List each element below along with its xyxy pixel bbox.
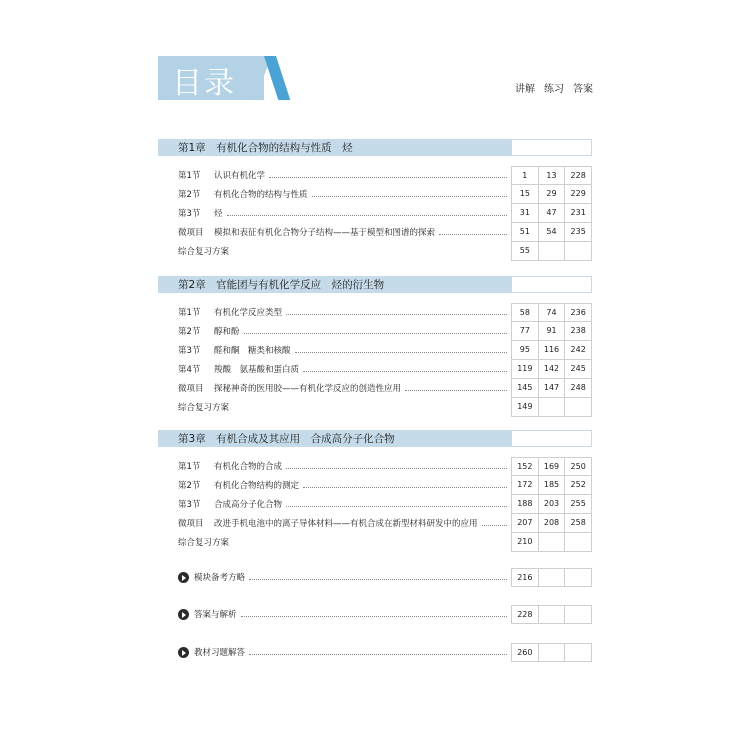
toc-entry-text <box>178 517 478 529</box>
toc-row[interactable] <box>158 185 592 204</box>
page-number-cells <box>511 457 592 476</box>
lecture-page: 77 <box>512 322 539 340</box>
page-number-cells <box>511 360 592 379</box>
toc-entry-text <box>178 479 299 491</box>
section-number: 微项目 <box>178 384 204 394</box>
section-title: 合成高分子化合物 <box>214 500 283 510</box>
answer-page <box>565 606 591 623</box>
practice-page: 169 <box>539 458 566 475</box>
answer-page: 252 <box>570 480 586 489</box>
page-number-cells <box>511 533 592 552</box>
dot-leader <box>303 371 507 372</box>
answer-page: 236 <box>570 308 586 317</box>
appendix-title: 模块备考方略 <box>194 573 246 583</box>
dot-leader <box>482 525 507 526</box>
page-number-cells <box>511 495 592 514</box>
toc-row[interactable] <box>158 303 592 322</box>
section-title: 醇和酚 <box>214 327 240 337</box>
answer-page: 248 <box>570 383 586 392</box>
practice-page <box>539 398 566 416</box>
toc-entry-text <box>178 498 282 510</box>
lecture-page: 188 <box>512 495 539 513</box>
page-number-cells <box>511 204 592 223</box>
page-number-cells <box>511 514 592 533</box>
appendix-title: 教材习题解答 <box>194 648 246 658</box>
toc-row[interactable] <box>158 533 592 552</box>
practice-page: 91 <box>539 322 566 340</box>
dot-leader <box>312 196 507 197</box>
lecture-page: 152 <box>512 458 539 475</box>
lecture-page: 210 <box>512 533 539 551</box>
chapter-rows <box>158 166 592 261</box>
play-bullet-icon <box>178 609 189 620</box>
section-title: 醛和酮 糖类和核酸 <box>214 346 291 356</box>
dot-leader <box>286 314 507 315</box>
dot-leader <box>303 487 507 488</box>
toc-entry-text <box>178 401 229 413</box>
lecture-page: 51 <box>512 223 539 241</box>
play-bullet-icon <box>178 572 189 583</box>
practice-page: 147 <box>539 379 566 397</box>
practice-page: 74 <box>539 304 566 321</box>
answer-page: 245 <box>570 364 586 373</box>
toc-row[interactable] <box>158 476 592 495</box>
lecture-page: 145 <box>512 379 539 397</box>
answer-page <box>565 644 591 661</box>
toc-entry-text <box>178 536 229 548</box>
lecture-page: 31 <box>512 204 539 222</box>
chapter-title: 第3章 有机合成及其应用 合成高分子化合物 <box>178 433 395 445</box>
toc-row[interactable] <box>158 223 592 242</box>
toc-row[interactable] <box>158 204 592 223</box>
lecture-page: 119 <box>512 360 539 378</box>
answer-page: 250 <box>570 462 586 471</box>
toc-entry-text <box>178 325 240 337</box>
chapter-rows <box>158 457 592 552</box>
practice-page: 185 <box>539 476 566 494</box>
column-header-answers: 答案 <box>573 84 593 95</box>
section-title: 探秘神奇的医用胶——有机化学反应的创造性应用 <box>214 384 402 394</box>
answer-page: 235 <box>570 227 586 236</box>
page-number-cells <box>511 322 592 341</box>
page-number-cells <box>511 242 592 261</box>
section-number: 第1节 <box>178 462 201 472</box>
chapter-title: 第1章 有机化合物的结构与性质 烃 <box>178 142 353 154</box>
answer-page: 228 <box>570 171 586 180</box>
lecture-page: 1 <box>512 167 539 184</box>
section-title: 综合复习方案 <box>178 247 230 257</box>
page-number-cells <box>511 398 592 417</box>
dot-leader <box>405 390 507 391</box>
play-bullet-icon <box>178 647 189 658</box>
page-number-cells <box>511 303 592 322</box>
section-title: 模拟和表征有机化合物分子结构——基于模型和图谱的探索 <box>214 228 436 238</box>
toc-row[interactable] <box>158 360 592 379</box>
chapter-header[interactable] <box>158 430 592 447</box>
toc-entry-text <box>178 363 299 375</box>
toc-row[interactable] <box>158 495 592 514</box>
page-number-cells <box>511 379 592 398</box>
section-number: 第2节 <box>178 327 201 337</box>
appendix-entry[interactable] <box>158 605 592 624</box>
section-title: 综合复习方案 <box>178 403 230 413</box>
toc-entry-text <box>178 344 291 356</box>
dot-leader <box>249 579 507 580</box>
dot-leader <box>244 333 507 334</box>
toc-row[interactable] <box>158 166 592 185</box>
page-number-cells <box>511 643 592 662</box>
section-title: 有机化学反应类型 <box>214 308 283 318</box>
practice-page <box>539 242 566 260</box>
section-number: 第3节 <box>178 500 201 510</box>
answer-page <box>565 569 591 586</box>
answer-page: 238 <box>570 326 586 335</box>
section-number: 微项目 <box>178 228 204 238</box>
lecture-page: 149 <box>512 398 539 416</box>
lecture-page: 216 <box>512 569 539 586</box>
section-title: 认识有机化学 <box>214 171 266 181</box>
page-number-cells <box>511 223 592 242</box>
answer-page: 258 <box>570 518 586 527</box>
dot-leader <box>295 352 507 353</box>
toc-row[interactable] <box>158 242 592 261</box>
page-number-cells <box>511 341 592 360</box>
chapter-page-cell <box>511 430 592 447</box>
answer-page: 229 <box>570 189 586 198</box>
section-title: 综合复习方案 <box>178 538 230 548</box>
chapter-header[interactable] <box>158 276 592 293</box>
toc-entry-text <box>178 207 223 219</box>
dot-leader <box>269 177 507 178</box>
section-title: 改进手机电池中的离子导体材料——有机合成在新型材料研发中的应用 <box>214 519 478 529</box>
chapter-rows <box>158 303 592 417</box>
lecture-page: 58 <box>512 304 539 321</box>
practice-page: 208 <box>539 514 566 532</box>
toc-row[interactable] <box>158 341 592 360</box>
dot-leader <box>241 616 507 617</box>
practice-page: 54 <box>539 223 566 241</box>
section-number: 微项目 <box>178 519 204 529</box>
answer-page: 242 <box>570 345 586 354</box>
lecture-page: 260 <box>512 644 539 661</box>
toc-entry-text <box>178 382 401 394</box>
toc-entry-text <box>178 460 282 472</box>
practice-page: 47 <box>539 204 566 222</box>
answer-page <box>565 242 591 260</box>
appendix-title: 答案与解析 <box>194 610 237 620</box>
lecture-page: 172 <box>512 476 539 494</box>
section-title: 有机化合物的结构与性质 <box>214 190 308 200</box>
practice-page <box>539 644 566 661</box>
page-title: 目录 <box>172 66 236 101</box>
chapter-header[interactable] <box>158 139 592 156</box>
toc-row[interactable] <box>158 379 592 398</box>
toc-entry-text <box>178 169 265 181</box>
lecture-page: 15 <box>512 185 539 203</box>
practice-page: 203 <box>539 495 566 513</box>
column-headers <box>515 80 593 95</box>
page-number-cells <box>511 185 592 204</box>
dot-leader <box>439 234 507 235</box>
dot-leader <box>286 468 507 469</box>
toc-entry-text <box>178 188 308 200</box>
answer-page <box>565 533 591 551</box>
appendix-entry[interactable] <box>158 643 592 662</box>
section-number: 第4节 <box>178 365 201 375</box>
toc-row[interactable] <box>158 457 592 476</box>
answer-page <box>565 398 591 416</box>
dot-leader <box>249 654 507 655</box>
section-title: 烃 <box>214 209 223 219</box>
column-header-lecture: 讲解 <box>515 84 535 95</box>
column-header-practice: 练习 <box>544 84 564 95</box>
lecture-page: 95 <box>512 341 539 359</box>
toc-row[interactable] <box>158 322 592 341</box>
lecture-page: 55 <box>512 242 539 260</box>
practice-page: 29 <box>539 185 566 203</box>
chapter-title: 第2章 官能团与有机化学反应 烃的衍生物 <box>178 279 385 291</box>
toc-row[interactable] <box>158 514 592 533</box>
practice-page: 13 <box>539 167 566 184</box>
practice-page <box>539 569 566 586</box>
chapter-page-cell <box>511 276 592 293</box>
toc-entry-text <box>178 306 282 318</box>
chapter-page-cell <box>511 139 592 156</box>
section-number: 第2节 <box>178 481 201 491</box>
dot-leader <box>286 506 507 507</box>
section-number: 第3节 <box>178 209 201 219</box>
practice-page: 142 <box>539 360 566 378</box>
page-number-cells <box>511 476 592 495</box>
section-title: 有机化合物结构的测定 <box>214 481 300 491</box>
answer-page: 255 <box>570 499 586 508</box>
page-number-cells <box>511 568 592 587</box>
title-banner <box>158 56 278 100</box>
section-number: 第3节 <box>178 346 201 356</box>
toc-entry-text <box>178 226 435 238</box>
answer-page: 231 <box>570 208 586 217</box>
page-number-cells <box>511 166 592 185</box>
toc-row[interactable] <box>158 398 592 417</box>
lecture-page: 228 <box>512 606 539 623</box>
appendix-entry[interactable] <box>158 568 592 587</box>
section-number: 第2节 <box>178 190 201 200</box>
section-title: 有机化合物的合成 <box>214 462 283 472</box>
lecture-page: 207 <box>512 514 539 532</box>
page-number-cells <box>511 605 592 624</box>
practice-page <box>539 533 566 551</box>
practice-page <box>539 606 566 623</box>
dot-leader <box>227 215 507 216</box>
practice-page: 116 <box>539 341 566 359</box>
section-title: 羧酸 氨基酸和蛋白质 <box>214 365 300 375</box>
section-number: 第1节 <box>178 308 201 318</box>
section-number: 第1节 <box>178 171 201 181</box>
toc-entry-text <box>178 245 229 257</box>
